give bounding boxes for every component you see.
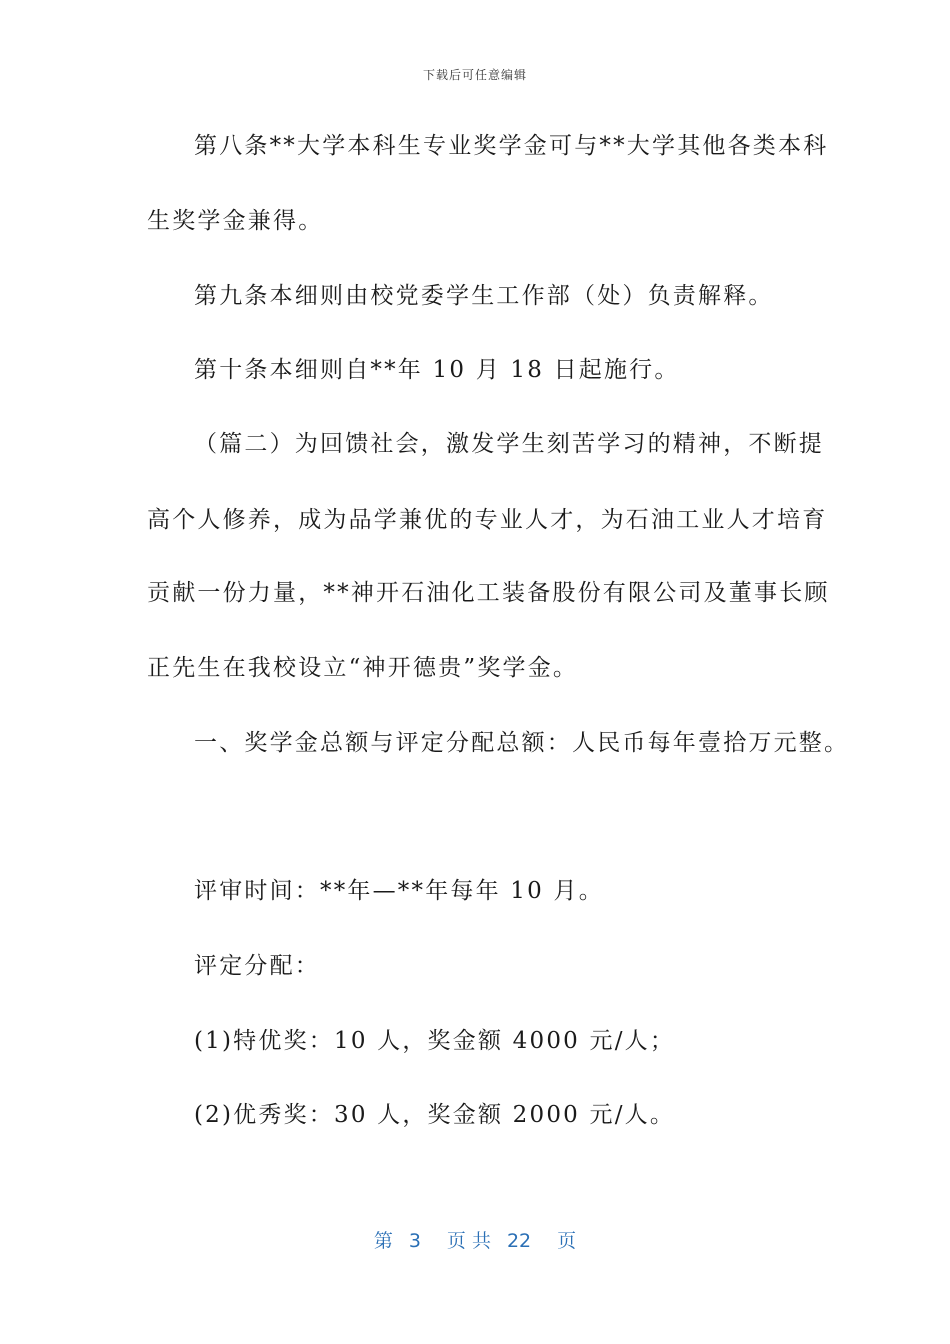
paragraph-line: 贡献一份力量，**神开石油化工装备股份有限公司及董事长顾 <box>147 580 830 606</box>
footer-total-pages: 22 <box>506 1230 532 1252</box>
paragraph-line: 一、奖学金总额与评定分配总额：人民币每年壹拾万元整。 <box>194 730 850 756</box>
paragraph-line: 第八条**大学本科生专业奖学金可与**大学其他各类本科 <box>194 133 829 159</box>
paragraph-line: (2)优秀奖：30 人，奖金额 2000 元/人。 <box>194 1102 676 1128</box>
paragraph-line: 第十条本细则自**年 10 月 18 日起施行。 <box>194 357 680 383</box>
footer-middle: 页 共 <box>446 1230 491 1252</box>
paragraph-line: 评审时间：**年—**年每年 10 月。 <box>194 878 604 904</box>
paragraph-line: 第九条本细则由校党委学生工作部（处）负责解释。 <box>194 283 774 309</box>
paragraph-line: 正先生在我校设立“神开德贵”奖学金。 <box>147 655 579 681</box>
page-footer <box>0 1226 950 1253</box>
footer-prefix: 第 <box>373 1230 393 1252</box>
footer-current-page: 3 <box>408 1230 421 1252</box>
paragraph-line: （篇二）为回馈社会，激发学生刻苦学习的精神，不断提 <box>194 431 824 457</box>
paragraph-line: 评定分配： <box>194 953 320 979</box>
page-header-note: 下载后可任意编辑 <box>422 68 527 82</box>
paragraph-line: (1)特优奖：10 人，奖金额 4000 元/人； <box>194 1028 676 1054</box>
footer-suffix: 页 <box>557 1230 577 1252</box>
paragraph-line: 高个人修养，成为品学兼优的专业人才，为石油工业人才培育 <box>147 507 828 533</box>
paragraph-line: 生奖学金兼得。 <box>147 208 324 234</box>
